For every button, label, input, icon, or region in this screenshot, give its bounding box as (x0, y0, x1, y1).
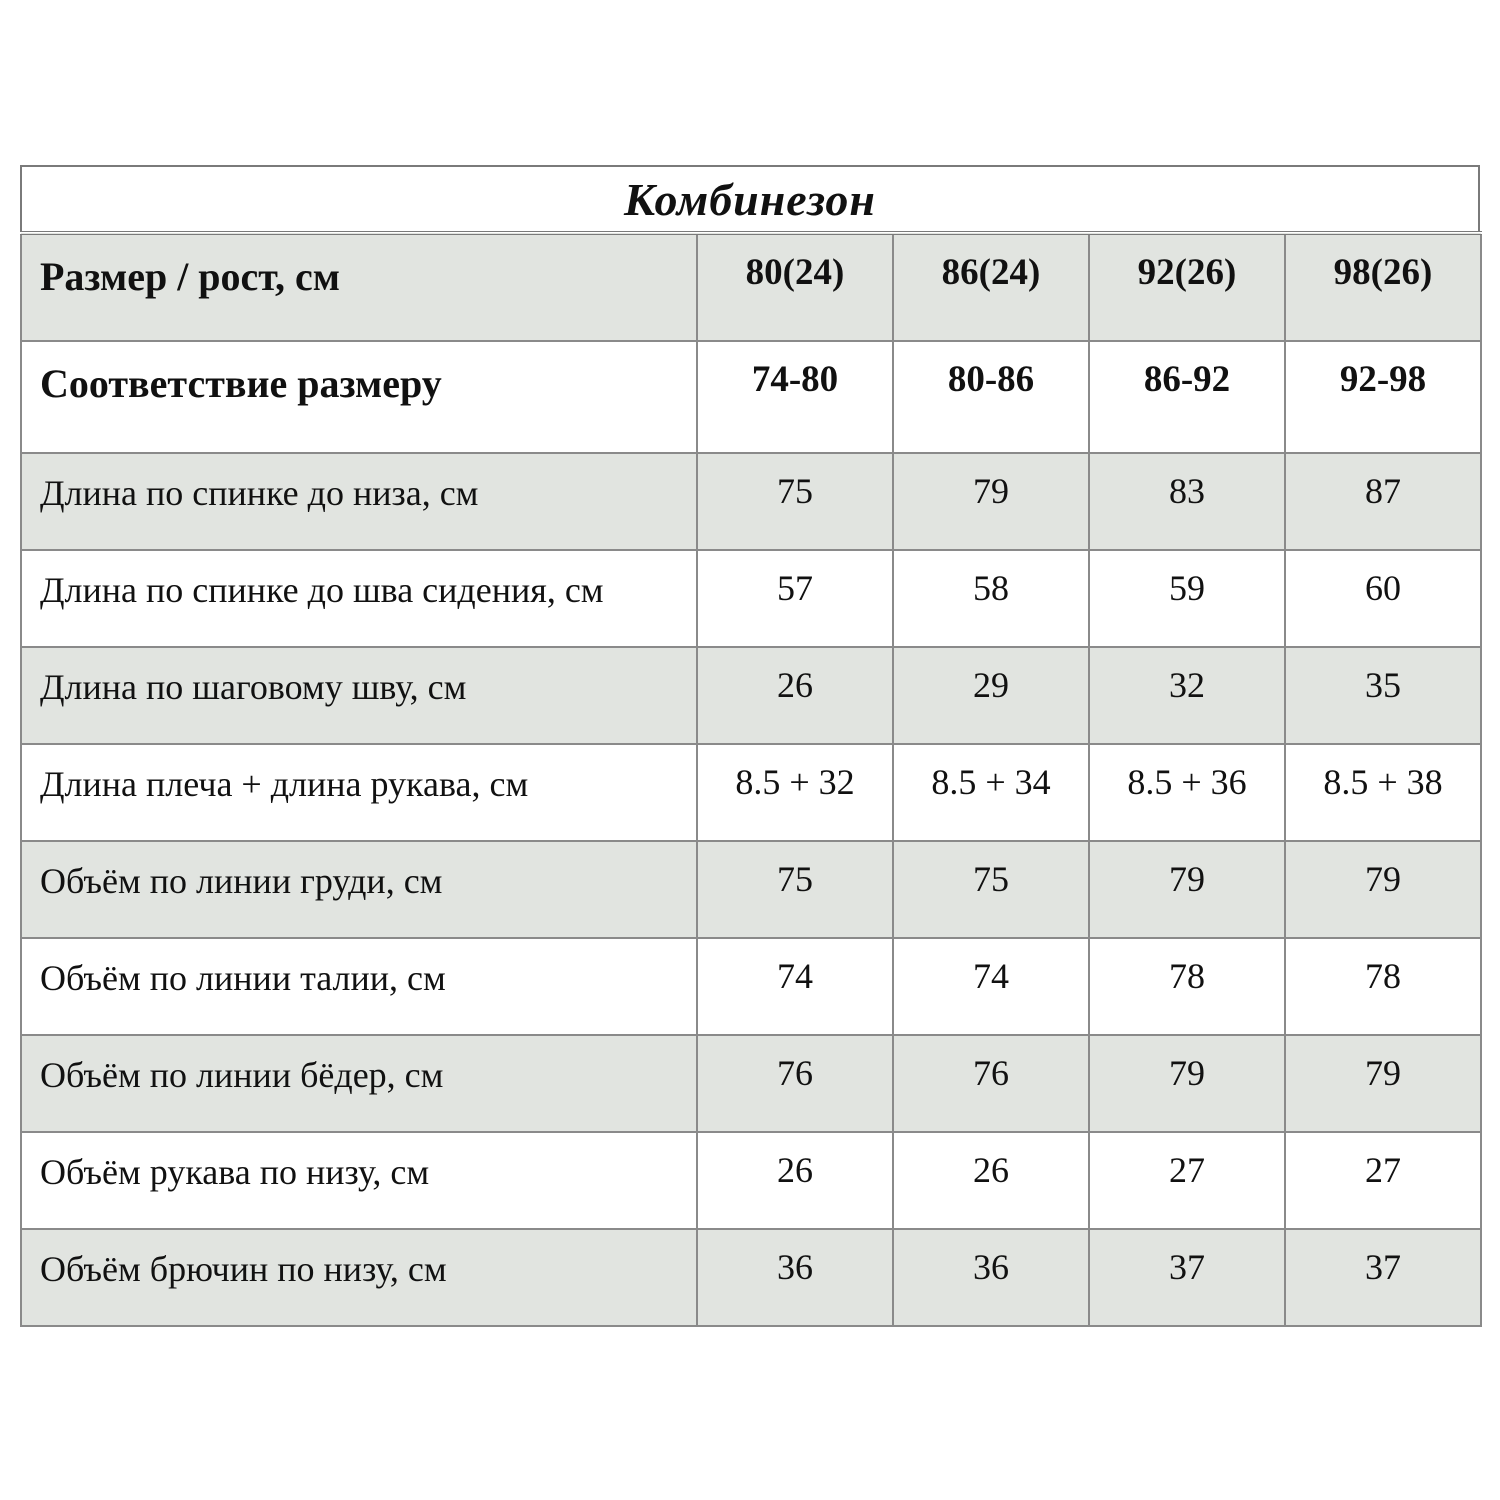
value-cell (697, 1132, 893, 1229)
value-cell (1285, 841, 1481, 938)
row-label: Объём по линии бёдер, см (40, 1055, 444, 1095)
row-value: 75 (973, 859, 1009, 899)
match-value-cell (893, 341, 1089, 453)
row-value: 75 (777, 859, 813, 899)
size-chart (20, 165, 1480, 1327)
table-title: Комбинезон (624, 173, 876, 225)
row-label-cell (21, 938, 697, 1035)
match-value: 74-80 (751, 359, 839, 400)
value-cell (1285, 938, 1481, 1035)
value-cell (697, 841, 893, 938)
value-cell (1285, 550, 1481, 647)
value-cell (1285, 1229, 1481, 1326)
value-cell (893, 1035, 1089, 1132)
row-value: 79 (1365, 859, 1401, 899)
row-value: 8.5 + 38 (1323, 762, 1443, 802)
header-label-cell (21, 233, 697, 341)
row-label: Длина по спинке до низа, см (40, 473, 479, 513)
row-label-cell (21, 550, 697, 647)
row-label: Длина по шаговому шву, см (40, 667, 467, 707)
value-cell (697, 938, 893, 1035)
row-label-cell (21, 453, 697, 550)
size-table (20, 231, 1482, 1327)
row-value: 8.5 + 36 (1127, 762, 1247, 802)
row-value: 78 (1169, 956, 1205, 996)
value-cell (893, 938, 1089, 1035)
table-row (21, 1229, 1481, 1326)
row-label: Длина по спинке до шва сидения, см (40, 570, 604, 610)
value-cell (1089, 453, 1285, 550)
row-value: 37 (1365, 1247, 1401, 1287)
value-cell (697, 1229, 893, 1326)
table-row (21, 647, 1481, 744)
value-cell (1089, 841, 1285, 938)
match-value-cell (1089, 341, 1285, 453)
row-value: 59 (1169, 568, 1205, 608)
size-header-92: 92(26) (1137, 252, 1237, 293)
row-value: 75 (777, 471, 813, 511)
table-row (21, 1132, 1481, 1229)
row-value: 26 (777, 665, 813, 705)
row-value: 79 (1169, 859, 1205, 899)
value-cell (697, 744, 893, 841)
row-value: 83 (1169, 471, 1205, 511)
row-value: 26 (973, 1150, 1009, 1190)
row-label: Объём рукава по низу, см (40, 1152, 430, 1192)
match-label-cell (21, 341, 697, 453)
value-cell (697, 550, 893, 647)
row-label-cell (21, 1132, 697, 1229)
row-value: 37 (1169, 1247, 1205, 1287)
table-row (21, 744, 1481, 841)
value-cell (1089, 647, 1285, 744)
table-row (21, 938, 1481, 1035)
value-cell (1285, 453, 1481, 550)
row-value: 36 (973, 1247, 1009, 1287)
value-cell (893, 550, 1089, 647)
header-size-cell (893, 233, 1089, 341)
row-value: 74 (777, 956, 813, 996)
value-cell (1089, 1035, 1285, 1132)
row-value: 79 (1365, 1053, 1401, 1093)
row-value: 87 (1365, 471, 1401, 511)
match-label: Соответствие размеру (40, 361, 442, 406)
value-cell (893, 1132, 1089, 1229)
value-cell (697, 453, 893, 550)
match-value: 86-92 (1143, 359, 1231, 400)
row-label-cell (21, 647, 697, 744)
row-value: 76 (777, 1053, 813, 1093)
table-title-box (20, 165, 1480, 231)
row-label: Объём по линии груди, см (40, 861, 443, 901)
match-value: 80-86 (947, 359, 1035, 400)
row-label-cell (21, 1229, 697, 1326)
row-label: Объём брючин по низу, см (40, 1249, 447, 1289)
size-header-86: 86(24) (941, 252, 1041, 293)
size-header-98: 98(26) (1333, 252, 1433, 293)
row-value: 60 (1365, 568, 1401, 608)
value-cell (1089, 744, 1285, 841)
value-cell (1285, 1132, 1481, 1229)
value-cell (893, 744, 1089, 841)
value-cell (697, 1035, 893, 1132)
header-size-cell (697, 233, 893, 341)
row-value: 57 (777, 568, 813, 608)
row-value: 27 (1169, 1150, 1205, 1190)
table-row (21, 1035, 1481, 1132)
row-label: Длина плеча + длина рукава, см (40, 764, 529, 804)
match-value: 92-98 (1339, 359, 1427, 400)
row-value: 8.5 + 34 (931, 762, 1051, 802)
size-header-row (21, 233, 1481, 341)
row-value: 74 (973, 956, 1009, 996)
row-value: 29 (973, 665, 1009, 705)
row-value: 27 (1365, 1150, 1401, 1190)
row-label-cell (21, 744, 697, 841)
value-cell (893, 1229, 1089, 1326)
value-cell (1089, 550, 1285, 647)
value-cell (697, 647, 893, 744)
size-header-80: 80(24) (745, 252, 845, 293)
row-value: 76 (973, 1053, 1009, 1093)
row-value: 32 (1169, 665, 1205, 705)
value-cell (1089, 938, 1285, 1035)
row-value: 78 (1365, 956, 1401, 996)
table-row (21, 550, 1481, 647)
value-cell (1089, 1132, 1285, 1229)
value-cell (893, 453, 1089, 550)
row-value: 8.5 + 32 (735, 762, 855, 802)
value-cell (893, 841, 1089, 938)
table-row (21, 453, 1481, 550)
match-value-cell (1285, 341, 1481, 453)
row-value: 79 (1169, 1053, 1205, 1093)
row-label-cell (21, 841, 697, 938)
size-match-row (21, 341, 1481, 453)
row-value: 26 (777, 1150, 813, 1190)
row-value: 35 (1365, 665, 1401, 705)
row-label: Объём по линии талии, см (40, 958, 446, 998)
match-value-cell (697, 341, 893, 453)
value-cell (1285, 647, 1481, 744)
row-label-cell (21, 1035, 697, 1132)
table-row (21, 841, 1481, 938)
value-cell (893, 647, 1089, 744)
value-cell (1285, 744, 1481, 841)
value-cell (1089, 1229, 1285, 1326)
header-label: Размер / рост, см (40, 254, 340, 299)
row-value: 36 (777, 1247, 813, 1287)
value-cell (1285, 1035, 1481, 1132)
header-size-cell (1285, 233, 1481, 341)
row-value: 58 (973, 568, 1009, 608)
header-size-cell (1089, 233, 1285, 341)
row-value: 79 (973, 471, 1009, 511)
